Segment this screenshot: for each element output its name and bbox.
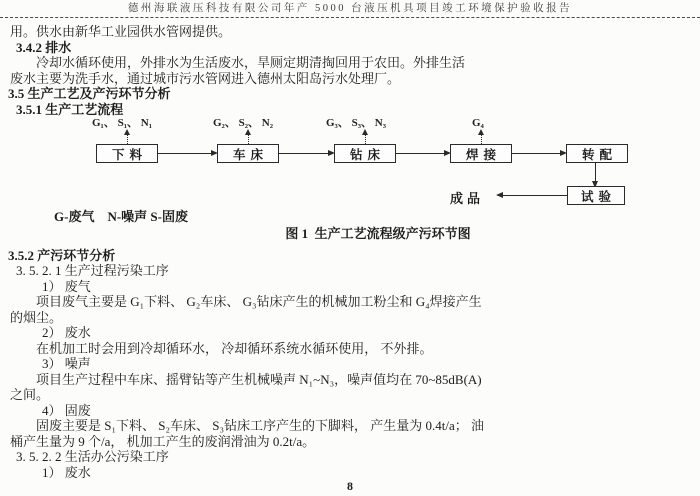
list-item-gas: 1） 废气 xyxy=(42,278,91,294)
paragraph-line: 项目废气主要是 G₁下料、 G₂车床、 G₃钻床产生的机械加工粉尘和 G₄焊接产生 xyxy=(36,294,482,309)
flow-step-box-5: 转配 xyxy=(566,144,628,163)
pollutant-label-2: G₂、 S₂、 N₂ xyxy=(213,117,274,129)
pollutant-label-4: G₄ xyxy=(472,117,484,129)
flow-arrow-right-icon xyxy=(512,153,565,154)
paragraph-line: 固废主要是 S₁下料、 S₂车床、 S₃钻床工序产生的下脚料， 产生量为 0.4t/a； 油 xyxy=(36,418,485,433)
section-heading-3-5-2-2: 3. 5. 2. 2 生活办公污染工序 xyxy=(16,449,169,464)
flow-arrow-right-icon xyxy=(158,153,216,154)
document-body xyxy=(0,18,700,480)
flow-step-box-2: 车床 xyxy=(217,144,279,163)
dotted-arrow-up-icon xyxy=(365,131,366,144)
page-number: 8 xyxy=(347,479,353,493)
pollutant-label-1: G₁、 S₁、 N₁ xyxy=(92,117,153,129)
product-text: 成品 xyxy=(450,191,485,206)
list-item-solid: 4） 固废 xyxy=(42,402,91,418)
flow-step-box-3: 钻床 xyxy=(334,144,396,163)
paragraph-line: 废水主要为洗手水，通过城市污水管网进入德州太阳岛污水处理厂。 xyxy=(10,70,401,86)
flow-arrow-right-icon xyxy=(279,153,333,154)
dotted-arrow-up-icon xyxy=(481,131,482,144)
section-heading-3-5-1: 3.5.1 生产工艺流程 xyxy=(16,101,124,117)
paragraph-line: 在机加工时会用到冷却循环水， 冷却循环系统水循环使用， 不外排。 xyxy=(36,340,433,356)
dotted-arrow-up-icon xyxy=(248,131,249,144)
flow-arrow-down-icon xyxy=(595,163,596,186)
flow-arrow-left-icon xyxy=(498,195,567,196)
page-header-title: 德州海联液压科技有限公司年产 5000 台液压机具项目竣工环境保护验收报告 xyxy=(127,3,573,14)
paragraph-line: 的烟尘。 xyxy=(10,309,63,325)
paragraph-line: 之间。 xyxy=(10,387,50,402)
paragraph-line: 冷却水循环使用，外排水为生活废水，旱厕定期清掏回用于农田。外排生活 xyxy=(36,55,466,70)
flow-legend: G-废气 N-噪声 S-固废 xyxy=(54,209,188,224)
dotted-arrow-up-icon xyxy=(127,131,128,144)
flow-step-box-4: 焊接 xyxy=(450,144,512,163)
paragraph-line: 用。供水由新华工业园供水管网提供。 xyxy=(10,24,232,39)
section-heading-3-5-2-1: 3. 5. 2. 1 生产过程污染工序 xyxy=(16,263,169,278)
pollutant-label-3: G₃、 S₃、 N₃ xyxy=(326,117,387,129)
figure-caption: 图 1 生产工艺流程级产污环节图 xyxy=(285,225,471,241)
list-item-water: 2） 废水 xyxy=(42,325,91,340)
section-heading-3-5: 3.5 生产工艺及产污环节分析 xyxy=(8,86,171,101)
process-flow-diagram xyxy=(0,117,700,209)
list-item-water-2: 1） 废水 xyxy=(42,464,91,480)
test-box: 试验 xyxy=(567,186,625,205)
flow-step-box-1: 下料 xyxy=(96,144,158,163)
flow-arrow-right-icon xyxy=(396,153,449,154)
section-heading-3-4-2: 3.4.2 排水 xyxy=(16,39,72,55)
list-item-noise: 3） 噪声 xyxy=(42,356,91,371)
section-heading-3-5-2: 3.5.2 产污环节分析 xyxy=(8,247,116,263)
paragraph-line: 项目生产过程中车床、摇臂钻等产生机械噪声 N₁~N₃，噪声值均在 70~85dB(A) xyxy=(36,371,482,387)
paragraph-line: 桶产生量为 9 个/a， 机加工产生的废润滑油为 0.2t/a。 xyxy=(10,433,316,449)
